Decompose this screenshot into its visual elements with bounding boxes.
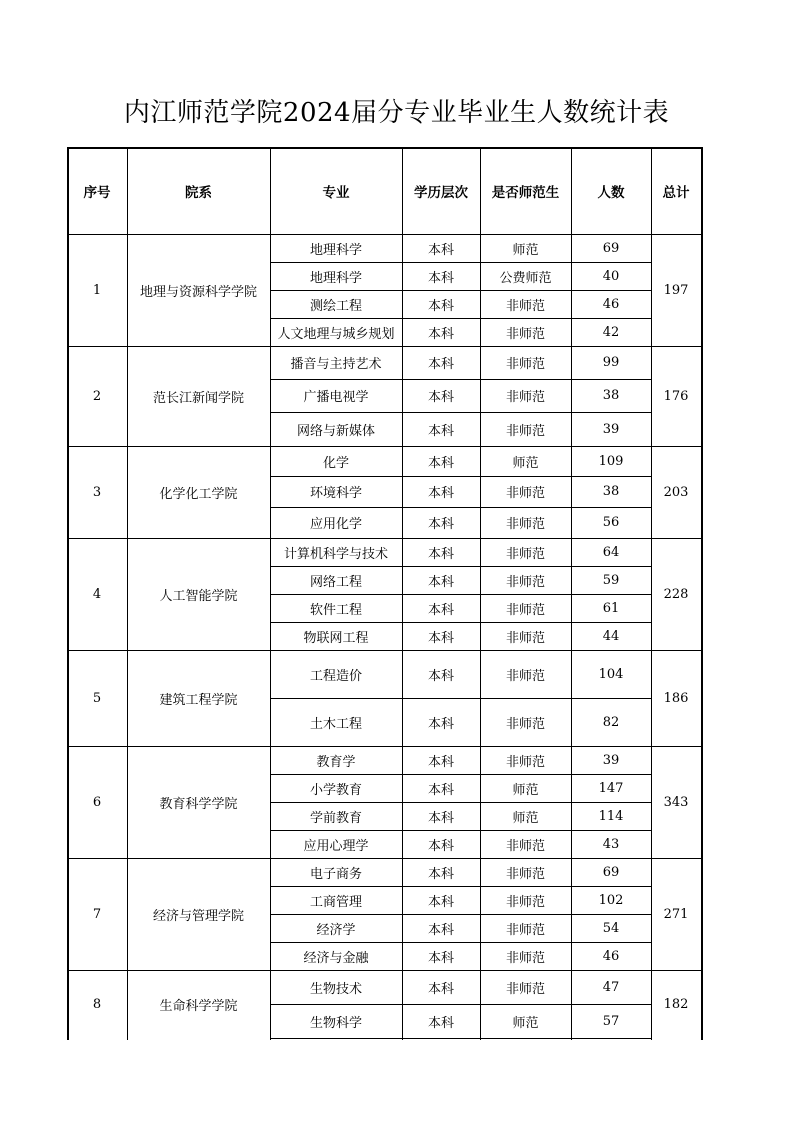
degree-level: 本科 [427,546,454,562]
degree-level: 本科 [427,242,454,258]
major-name: 应用化学 [309,517,362,532]
group-index: 3 [92,484,102,500]
group-index: 2 [92,388,102,404]
graduate-count: 43 [602,836,620,852]
graduate-count: 47 [602,979,620,995]
major-name: 测绘工程 [309,298,362,314]
header-index: 序号 [83,184,111,201]
group-total: 228 [663,586,689,602]
graduate-count: 46 [602,296,620,312]
normal-status: 非师范 [505,298,545,314]
group-index: 6 [92,794,102,810]
normal-status: 师范 [512,810,539,826]
degree-level: 本科 [427,981,454,997]
department-name: 经济与管理学院 [152,908,244,924]
department-name: 教育科学学院 [159,796,238,812]
degree-level: 本科 [427,517,454,532]
graduate-count: 59 [602,572,620,588]
group-total: 343 [663,794,689,810]
degree-level: 本科 [427,668,454,684]
normal-status: 非师范 [505,668,545,684]
degree-level: 本科 [427,1015,454,1031]
degree-level: 本科 [427,455,454,471]
normal-status: 非师范 [505,423,545,439]
major-name: 应用心理学 [303,838,369,854]
normal-status: 非师范 [505,950,545,966]
group-index: 4 [92,586,102,602]
major-name: 软件工程 [309,602,362,618]
normal-status: 非师范 [505,838,545,854]
degree-level: 本科 [427,922,454,938]
major-name: 经济与金融 [303,950,369,966]
graduate-count: 56 [602,515,620,530]
graduate-count: 147 [598,780,624,796]
normal-status: 师范 [512,242,539,258]
normal-status: 非师范 [505,357,545,372]
degree-level: 本科 [427,357,454,372]
header-department: 院系 [185,184,212,201]
degree-level: 本科 [427,298,454,314]
normal-status: 非师范 [505,922,545,938]
major-name: 电子商务 [309,866,362,882]
graduate-count: 69 [602,240,620,256]
graduate-count: 104 [598,666,624,682]
department-name: 生命科学学院 [159,998,238,1014]
graduate-count: 42 [602,324,620,340]
major-name: 播音与主持艺术 [290,357,382,372]
normal-status: 非师范 [505,981,545,997]
group-total: 197 [663,282,689,298]
major-name: 经济学 [316,922,356,938]
graduate-count: 44 [602,628,620,644]
normal-status: 非师范 [505,630,545,646]
graduate-count: 109 [598,453,624,469]
graduate-count: 40 [602,268,620,284]
header-is-normal: 是否师范生 [491,184,560,201]
degree-level: 本科 [427,630,454,646]
major-name: 广播电视学 [303,390,369,405]
department-name: 建筑工程学院 [159,692,238,708]
graduate-count: 54 [602,920,620,936]
graduate-count: 64 [602,544,620,560]
degree-level: 本科 [427,782,454,798]
graduate-count: 46 [602,948,620,964]
major-name: 人文地理与城乡规划 [277,326,395,342]
degree-level: 本科 [427,486,454,501]
department-name: 人工智能学院 [159,588,238,604]
header-total: 总计 [662,184,690,201]
normal-status: 非师范 [505,716,545,732]
department-name: 化学化工学院 [159,486,238,502]
degree-level: 本科 [427,423,454,439]
group-total: 182 [663,996,689,1012]
group-index: 1 [92,282,102,298]
graduate-count: 39 [602,752,620,768]
degree-level: 本科 [427,810,454,826]
degree-level: 本科 [427,716,454,732]
graduate-count: 69 [602,864,620,880]
major-name: 学前教育 [309,810,362,826]
normal-status: 师范 [512,455,539,471]
major-name: 网络工程 [309,574,362,590]
header-degree-level: 学历层次 [414,184,468,201]
graduate-count: 99 [602,355,620,370]
normal-status: 非师范 [505,486,545,501]
graduate-count: 38 [602,388,620,403]
degree-level: 本科 [427,894,454,910]
column-divider [701,147,703,1040]
major-name: 土木工程 [309,716,362,732]
header-major: 专业 [322,184,350,201]
degree-level: 本科 [427,602,454,618]
graduate-count: 102 [598,892,624,908]
major-name: 化学 [322,455,349,471]
normal-status: 非师范 [505,866,545,882]
degree-level: 本科 [427,754,454,770]
degree-level: 本科 [427,574,454,590]
group-index: 7 [92,906,102,922]
group-total: 176 [663,388,689,404]
major-name: 地理科学 [309,270,362,286]
normal-status: 非师范 [505,574,545,590]
graduate-count: 57 [602,1013,620,1029]
group-total: 186 [663,690,689,706]
normal-status: 非师范 [505,517,545,532]
graduate-count: 39 [602,421,620,437]
degree-level: 本科 [427,326,454,342]
graduate-count: 82 [602,714,620,730]
normal-status: 师范 [512,1015,539,1031]
degree-level: 本科 [427,866,454,882]
major-name: 网络与新媒体 [296,423,375,439]
major-name: 教育学 [316,754,356,770]
normal-status: 非师范 [505,326,545,342]
major-name: 生物技术 [309,981,362,997]
group-total: 203 [663,484,689,500]
group-total: 271 [663,906,689,922]
degree-level: 本科 [427,270,454,286]
graduate-count: 61 [602,600,620,616]
row-divider [270,1038,651,1039]
major-name: 地理科学 [309,242,362,258]
table-top-border [67,147,702,149]
normal-status: 非师范 [505,754,545,770]
normal-status: 非师范 [505,602,545,618]
normal-status: 公费师范 [499,270,552,286]
degree-level: 本科 [427,390,454,405]
department-name: 地理与资源科学学院 [139,284,257,300]
graduate-count: 38 [602,484,620,499]
degree-level: 本科 [427,838,454,854]
header-count: 人数 [597,184,625,201]
normal-status: 非师范 [505,546,545,562]
major-name: 工商管理 [309,894,362,910]
graduate-count: 114 [598,808,624,824]
page-title: 内江师范学院2024届分专业毕业生人数统计表 [123,98,670,128]
normal-status: 非师范 [505,390,545,405]
group-index: 8 [92,996,102,1012]
normal-status: 非师范 [505,894,545,910]
degree-level: 本科 [427,950,454,966]
major-name: 工程造价 [309,668,362,684]
major-name: 计算机科学与技术 [283,546,388,562]
major-name: 小学教育 [309,782,362,798]
major-name: 环境科学 [309,486,362,501]
group-index: 5 [92,690,102,706]
major-name: 物联网工程 [303,630,369,646]
normal-status: 师范 [512,782,539,798]
major-name: 生物科学 [309,1015,362,1031]
department-name: 范长江新闻学院 [152,390,244,406]
